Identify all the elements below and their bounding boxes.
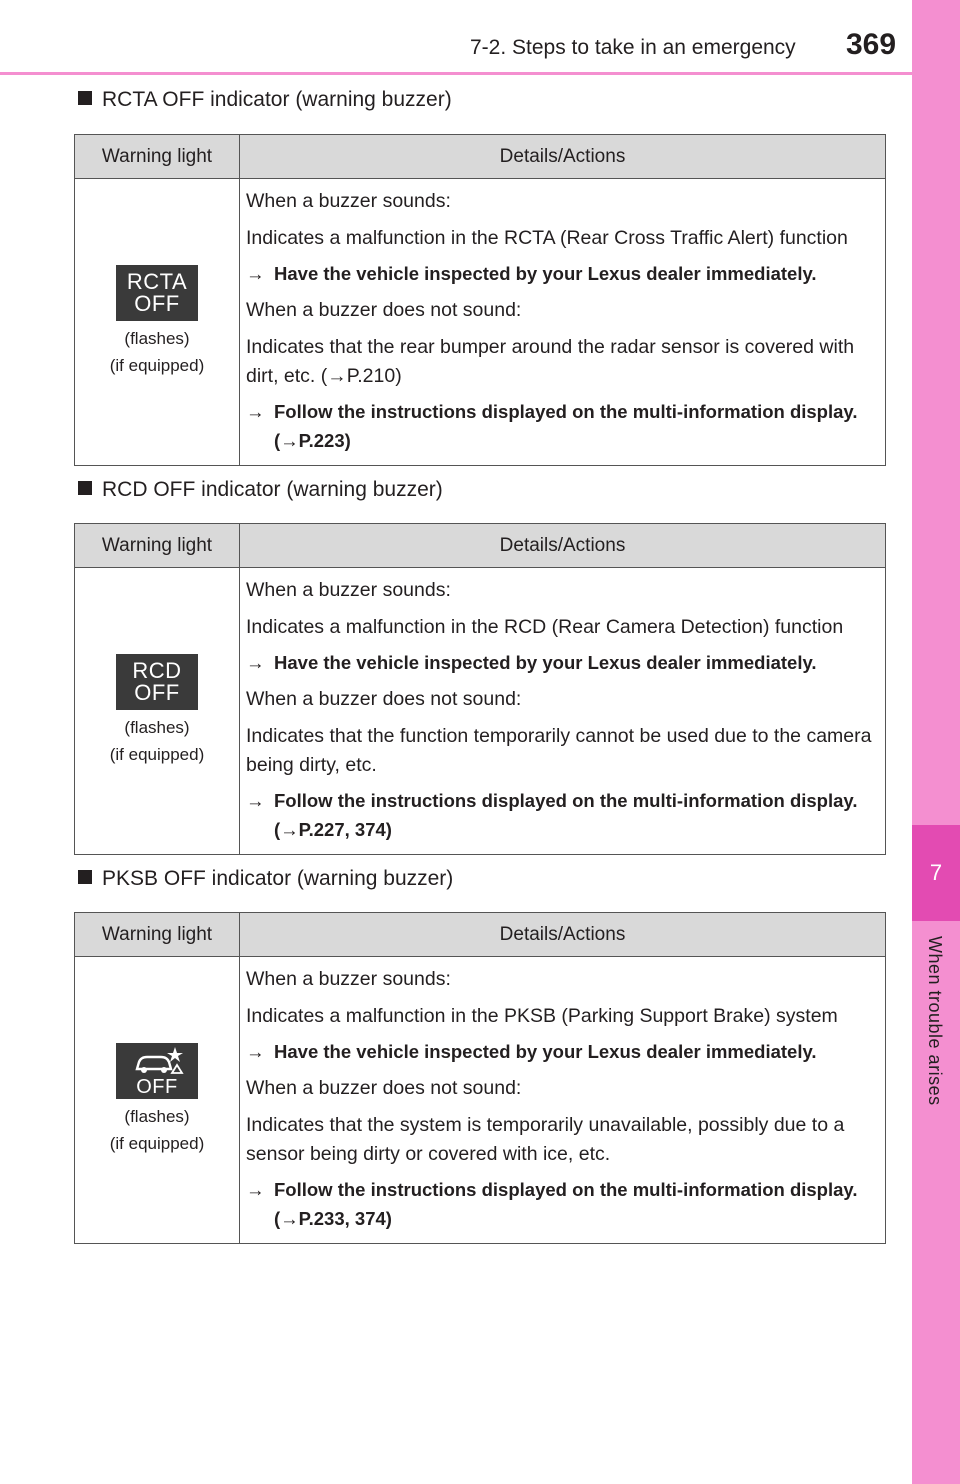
rcd-off-icon: RCD OFF [116, 654, 198, 710]
chapter-side-tab [912, 0, 960, 1484]
details-cell: When a buzzer sounds: Indicates a malfunction in the PKSB (Parking Support Brake) system → Have the vehicle inspected by your Lexus dealer immediately. When a buzzer does not sound: Indicates that the system is temporarily unavailable, possibly due to a sensor being dirty or covered with ice, etc. → Follow the instructions displayed on the multi-information display. (→P.233, 374) [240, 957, 886, 1244]
warning-table-rcta [74, 134, 886, 466]
warning-light-cell [75, 957, 240, 1244]
header-rule [0, 72, 912, 75]
square-bullet-icon [78, 91, 92, 105]
col-header-warning-light: Warning light [75, 913, 240, 957]
col-header-warning-light: Warning light [75, 135, 240, 179]
section-title: 7-2. Steps to take in an emergency [470, 36, 796, 59]
chapter-title: When trouble arises [925, 936, 945, 1106]
warning-table-rcd [74, 523, 886, 855]
page-number: 369 [846, 28, 897, 61]
light-note: (flashes) (if equipped) [109, 329, 205, 375]
warning-light-cell [75, 179, 240, 466]
square-bullet-icon [78, 870, 92, 884]
chapter-number: 7 [912, 825, 960, 921]
pksb-off-icon: OFF [116, 1043, 198, 1099]
col-header-details: Details/Actions [240, 135, 886, 179]
rcta-off-icon: RCTA OFF [116, 265, 198, 321]
section-heading-rcta: RCTA OFF indicator (warning buzzer) [78, 88, 452, 112]
light-note: (flashes) (if equipped) [109, 718, 205, 764]
square-bullet-icon [78, 481, 92, 495]
warning-light-cell [75, 568, 240, 855]
section-heading-pksb: PKSB OFF indicator (warning buzzer) [78, 867, 453, 891]
section-heading-rcd: RCD OFF indicator (warning buzzer) [78, 478, 443, 502]
light-note: (flashes) (if equipped) [109, 1107, 205, 1153]
warning-table-pksb [74, 912, 886, 1244]
car-brake-icon [127, 1045, 187, 1077]
col-header-warning-light: Warning light [75, 524, 240, 568]
col-header-details: Details/Actions [240, 524, 886, 568]
details-cell: When a buzzer sounds: Indicates a malfunction in the RCD (Rear Camera Detection) function → Have the vehicle inspected by your Lexus dealer immediately. When a buzzer does not sound: Indicates that the function temporarily cannot be used due to the camera being dirty, etc. → Follow the instructions displayed on the multi-information display. (→P.227, 374) [240, 568, 886, 855]
col-header-details: Details/Actions [240, 913, 886, 957]
details-cell: When a buzzer sounds: Indicates a malfunction in the RCTA (Rear Cross Traffic Alert) function → Have the vehicle inspected by your Lexus dealer immediately. When a buzzer does not sound: Indicates that the rear bumper around the radar sensor is covered with dirt, etc. (→P.210) → Follow the instructions displayed on the multi-information display. (→P.223) [240, 179, 886, 466]
